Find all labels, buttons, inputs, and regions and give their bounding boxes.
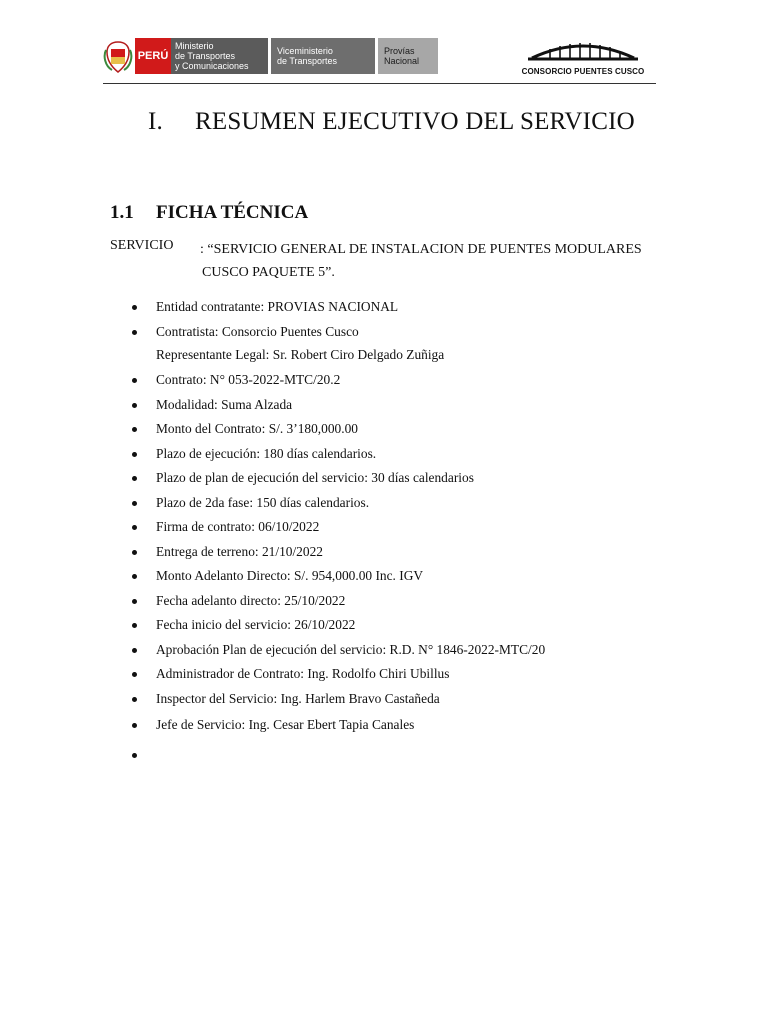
bullet-icon [132,672,137,677]
list-item: Monto Adelanto Directo: S/. 954,000.00 Inc. IGV [132,567,692,592]
list-item: Monto del Contrato: S/. 3’180,000.00 [132,420,692,445]
bullet-icon [132,753,137,758]
bullet-icon [132,427,137,432]
consorcio-name: CONSORCIO PUENTES CUSCO [521,67,645,76]
list-item: Aprobación Plan de ejecución del servicio: R.D. N° 1846-2022-MTC/20 [132,641,692,665]
list-item: Plazo de ejecución: 180 días calendarios. [132,445,692,469]
ministerio-text: Ministerio de Transportes y Comunicaciones [175,41,249,71]
list-item: Firma de contrato: 06/10/2022 [132,518,692,543]
list-item: Inspector del Servicio: Ing. Harlem Bravo Castañeda [132,690,692,716]
consorcio-logo [510,40,656,80]
bridge-icon [528,40,638,66]
list-item: Modalidad: Suma Alzada [132,396,692,420]
list-item: Plazo de 2da fase: 150 días calendarios. [132,494,692,518]
subsection-title-text: FICHA TÉCNICA [156,202,309,223]
bullet-icon [132,574,137,579]
bullet-icon [132,697,137,702]
bullet-icon [132,623,137,628]
section-title [148,108,635,136]
peru-coat-of-arms-icon [103,40,133,74]
list-item: Entidad contratante: PROVIAS NACIONAL [132,298,692,323]
bullet-icon [132,330,137,335]
servicio-value: : “SERVICIO GENERAL DE INSTALACION DE PUENTES MODULARES CUSCO PAQUETE 5”. [200,242,642,280]
document-header [103,38,656,82]
ministerio-logo [135,38,268,74]
bullet-icon [132,550,137,555]
subsection-title [110,202,308,224]
peru-label: PERÚ [135,38,171,74]
subsection-number: 1.1 [110,202,134,223]
bullet-icon [132,723,137,728]
viceministerio-logo: Viceministerio de Transportes [271,38,375,74]
bullet-icon [132,305,137,310]
list-item [132,746,692,771]
list-item: Contrato: N° 053-2022-MTC/20.2 [132,371,692,396]
list-item: Fecha adelanto directo: 25/10/2022 [132,592,692,616]
bullet-icon [132,599,137,604]
servicio-label: SERVICIO [110,238,174,253]
section-number: I. [148,108,163,135]
list-item: Entrega de terreno: 21/10/2022 [132,543,692,567]
bullet-icon [132,378,137,383]
bullet-icon [132,403,137,408]
list-item: Jefe de Servicio: Ing. Cesar Ebert Tapia Canales [132,716,692,746]
bullet-icon [132,525,137,530]
bullet-icon [132,501,137,506]
section-title-text: RESUMEN EJECUTIVO DEL SERVICIO [195,108,635,135]
bullet-icon [132,648,137,653]
list-item: Administrador de Contrato: Ing. Rodolfo Chiri Ubillus [132,665,692,690]
list-item: Fecha inicio del servicio: 26/10/2022 [132,616,692,641]
header-divider [103,83,656,84]
provias-logo: Provías Nacional [378,38,438,74]
bullet-icon [132,476,137,481]
ficha-tecnica-list [132,298,692,771]
list-item: Contratista: Consorcio Puentes Cusco Representante Legal: Sr. Robert Ciro Delgado Zuñiga [132,323,692,371]
list-item: Plazo de plan de ejecución del servicio: 30 días calendarios [132,469,692,494]
bullet-icon [132,452,137,457]
